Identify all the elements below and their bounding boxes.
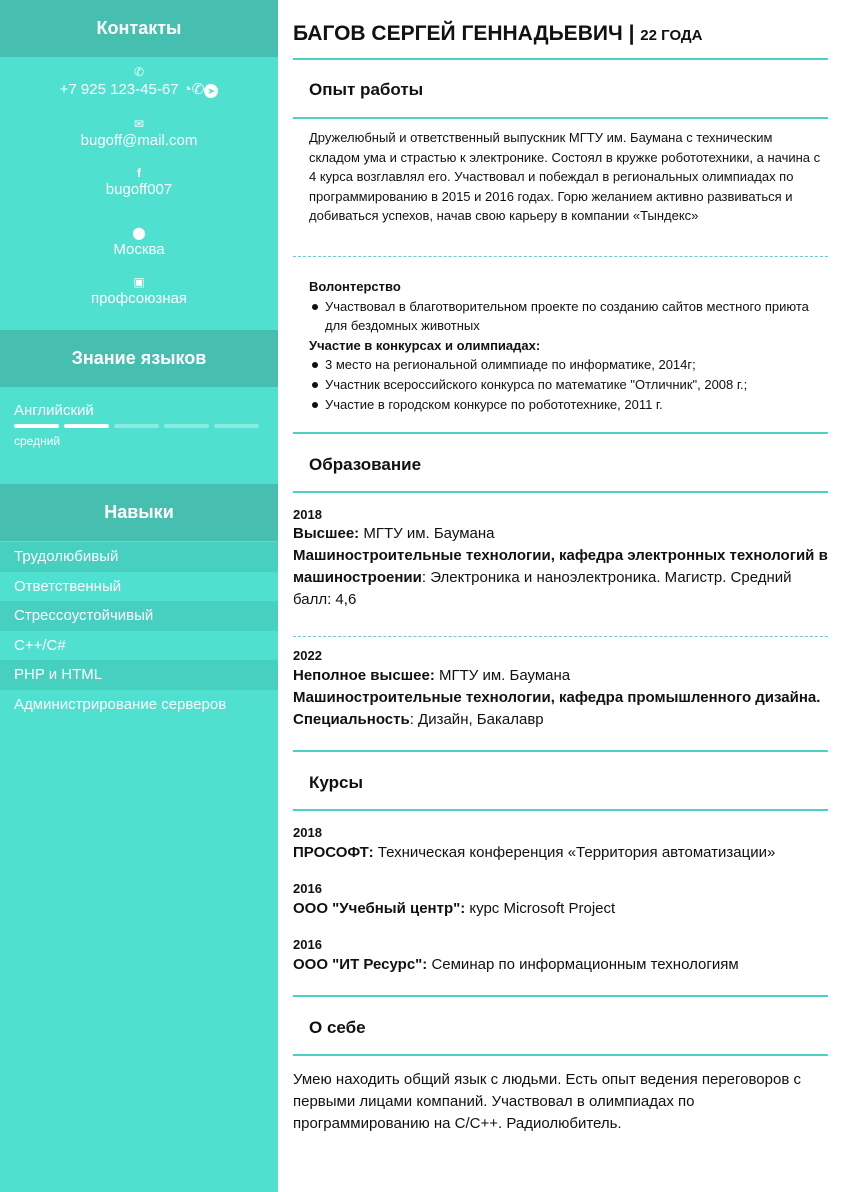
course-entry bbox=[293, 954, 828, 976]
course-name: Техническая конференция «Территория автоматизации» bbox=[373, 844, 776, 861]
envelope-icon: ✉ bbox=[133, 117, 145, 131]
experience-summary: Дружелюбный и ответственный выпускник МГТУ им. Баумана с техническим складом ума и страстью к электронике. Состоял в кружке робототехники, а начина с 4 курса возглавлял его. Участвовал и побеждал в региональных олимпиадах по программированию в 2015 и 2016 годах. Горю желанием активно развиваться и добиваться успехов, начав свою карьеру в компании «Тындекс» bbox=[309, 130, 821, 224]
level-segment bbox=[164, 424, 209, 428]
city-contact bbox=[0, 225, 278, 258]
skill-item: Трудолюбивый bbox=[0, 542, 278, 572]
level-segment bbox=[14, 424, 59, 428]
language-level-bar bbox=[14, 424, 259, 428]
telegram-icon[interactable]: ➤ bbox=[204, 84, 218, 98]
whatsapp-icon[interactable]: ◔ bbox=[182, 81, 192, 98]
email[interactable]: bugoff@mail.com bbox=[80, 132, 198, 149]
course-entry bbox=[293, 898, 828, 920]
course-year: 2018 bbox=[293, 825, 322, 840]
level-segment bbox=[64, 424, 109, 428]
age: 22 ГОДА bbox=[640, 27, 703, 44]
metro-station: профсоюзная bbox=[90, 290, 188, 307]
specialty: : Электроника и наноэлектроника. Магистр. Средний балл: 4,6 bbox=[293, 569, 792, 608]
contest-item: 3 место на региональной олимпиаде по информатике, 2014г; bbox=[309, 355, 825, 375]
divider bbox=[293, 809, 828, 811]
course-year: 2016 bbox=[293, 881, 322, 896]
about-text: Умею находить общий язык с людьми. Есть опыт ведения переговоров с первыми лицами компаний. Участвовал в олимпиадах по программированию на С/С++. Радиолюбитель. bbox=[293, 1071, 801, 1132]
dashed-divider bbox=[293, 256, 828, 257]
faculty: Машиностроительные технологии, кафедра промышленного дизайна. Специальность bbox=[293, 689, 821, 728]
specialty: : Дизайн, Бакалавр bbox=[409, 711, 544, 728]
course-year: 2016 bbox=[293, 937, 322, 952]
divider bbox=[293, 491, 828, 493]
contest-item: Участник всероссийского конкурса по математике "Отличник", 2008 г.; bbox=[309, 375, 825, 395]
divider bbox=[293, 117, 828, 119]
language-level: средний bbox=[14, 434, 61, 448]
activities bbox=[309, 277, 825, 414]
divider bbox=[293, 58, 828, 60]
dashed-divider bbox=[293, 636, 828, 637]
school: МГТУ им. Баумана bbox=[434, 667, 571, 684]
course-org: ПРОСОФТ: bbox=[293, 844, 374, 861]
phone-number[interactable]: +7 925 123-45-67 bbox=[59, 81, 179, 98]
separator: | bbox=[628, 22, 635, 45]
divider bbox=[293, 1054, 828, 1056]
skill-item: C++/C# bbox=[14, 637, 66, 654]
volunteer-item: Участвовал в благотворительном проекте по созданию сайтов местного приюта для бездомных животных bbox=[309, 297, 825, 336]
skill-item: PHP и HTML bbox=[0, 660, 278, 690]
viber-icon[interactable]: ✆ bbox=[191, 81, 205, 98]
divider bbox=[293, 432, 828, 434]
education-entry bbox=[293, 523, 828, 611]
map-pin-icon: ⬤ bbox=[132, 226, 146, 240]
education-year: 2022 bbox=[293, 648, 322, 663]
contest-item: Участие в городском конкурсе по робототехнике, 2011 г. bbox=[309, 395, 825, 415]
phone-icon: ✆ bbox=[133, 65, 145, 79]
courses-heading: Курсы bbox=[309, 773, 363, 792]
facebook-icon: f bbox=[137, 166, 141, 180]
facebook-handle[interactable]: bugoff007 bbox=[105, 181, 173, 198]
experience-heading: Опыт работы bbox=[309, 80, 424, 99]
phone-contact bbox=[0, 64, 278, 98]
divider bbox=[293, 995, 828, 997]
skill-item: Администрирование серверов bbox=[14, 696, 227, 713]
faculty: Машиностроительные технологии, кафедра электронных технологий в машиностроении bbox=[293, 547, 828, 586]
level-segment bbox=[214, 424, 259, 428]
contests-heading: Участие в конкурсах и олимпиадах: bbox=[309, 337, 541, 353]
volunteer-heading: Волонтерство bbox=[309, 279, 401, 294]
contacts-heading: Контакты bbox=[0, 0, 278, 57]
facebook-contact bbox=[0, 165, 278, 198]
languages-heading: Знание языков bbox=[0, 330, 278, 387]
school: МГТУ им. Баумана bbox=[359, 525, 495, 542]
about-heading: О себе bbox=[309, 1018, 366, 1037]
education-entry bbox=[293, 665, 828, 731]
email-contact bbox=[0, 116, 278, 149]
skills-heading: Навыки bbox=[0, 484, 278, 541]
divider bbox=[293, 750, 828, 752]
course-org: ООО "Учебный центр": bbox=[293, 900, 466, 917]
course-entry bbox=[293, 842, 828, 864]
language-name: Английский bbox=[14, 402, 94, 419]
sidebar bbox=[0, 0, 278, 1192]
page-title bbox=[293, 22, 828, 46]
education-level: Высшее: bbox=[293, 525, 360, 542]
course-name: Семинар по информационным технологиям bbox=[427, 956, 739, 973]
education-year: 2018 bbox=[293, 507, 322, 522]
skill-item: Стрессоустойчивый bbox=[0, 601, 278, 631]
course-name: курс Microsoft Project bbox=[465, 900, 616, 917]
education-heading: Образование bbox=[309, 455, 422, 474]
course-org: ООО "ИТ Ресурс": bbox=[293, 956, 428, 973]
education-level: Неполное высшее: bbox=[293, 667, 435, 684]
level-segment bbox=[114, 424, 159, 428]
full-name: БАГОВ СЕРГЕЙ ГЕННАДЬЕВИЧ bbox=[293, 22, 623, 45]
metro-contact bbox=[0, 274, 278, 307]
city: Москва bbox=[113, 241, 165, 258]
train-icon: ▣ bbox=[133, 275, 145, 289]
skill-item: Ответственный bbox=[14, 578, 122, 595]
